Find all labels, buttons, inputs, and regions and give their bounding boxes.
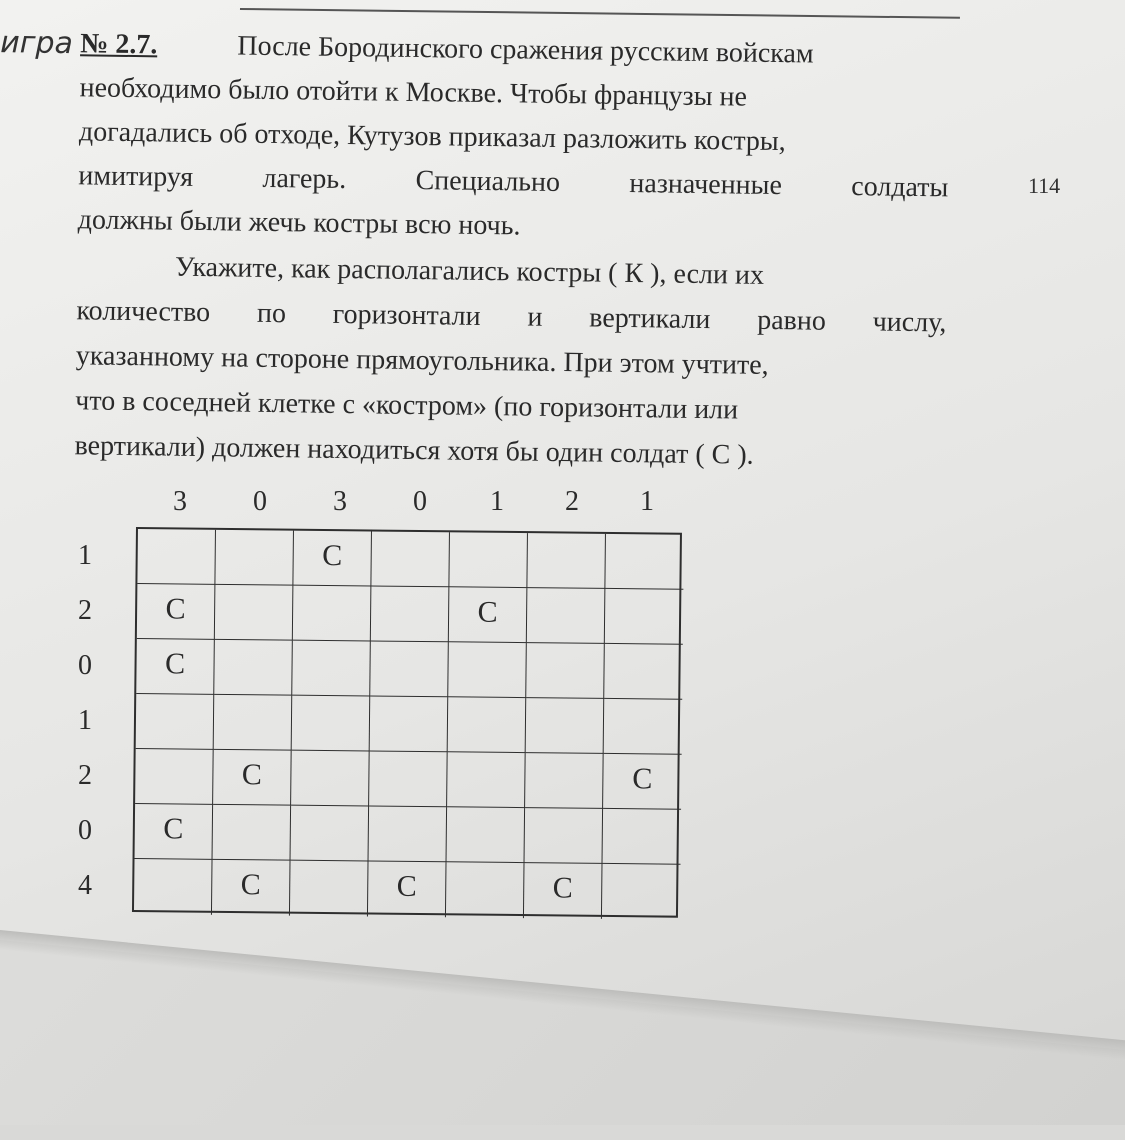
- grid-cell: [370, 696, 449, 752]
- grid-cell: С: [212, 860, 291, 916]
- grid-cell: С: [449, 587, 528, 643]
- grid-cell: [448, 697, 527, 753]
- problem-number: № 2.7.: [80, 28, 158, 61]
- grid-cell: [215, 585, 294, 641]
- grid-cell: [526, 698, 605, 754]
- word: количество: [76, 295, 211, 329]
- grid-cell: [602, 864, 681, 920]
- p2-line1: Укажите, как располагались костры ( К ), если их: [174, 251, 765, 291]
- grid-cell: [135, 749, 214, 805]
- row-count: 1: [78, 540, 92, 571]
- column-count: 1: [640, 486, 654, 517]
- row-count: 4: [78, 870, 92, 901]
- column-count: 3: [173, 486, 187, 517]
- row-count: 0: [78, 650, 92, 681]
- column-count: 0: [413, 486, 427, 517]
- grid-cell: [369, 806, 448, 862]
- grid-cell: [604, 699, 683, 755]
- grid-cell: С: [136, 639, 215, 695]
- grid-cell: [526, 643, 605, 699]
- grid-cell: [371, 586, 450, 642]
- p1-line4: [78, 160, 948, 204]
- grid-cell: [290, 861, 369, 917]
- p2-line4: что в соседней клетке с «костром» (по горизонтали или: [75, 385, 739, 426]
- grid-cell: [291, 806, 370, 862]
- grid-cell: [293, 586, 372, 642]
- grid-cell: [292, 696, 371, 752]
- grid-cell: С: [137, 584, 216, 640]
- problem-line-1: [80, 28, 814, 70]
- grid-cell: С: [368, 861, 447, 917]
- grid-cell: [214, 640, 293, 696]
- grid-cell: [527, 533, 606, 589]
- grid-cell: [605, 534, 684, 590]
- handwritten-note: игра: [0, 25, 74, 62]
- grid-cell: [447, 807, 526, 863]
- grid-cell: [134, 859, 213, 915]
- word: числу,: [872, 306, 947, 339]
- p2-line3: указанному на стороне прямоугольника. При этом учтите,: [75, 340, 769, 381]
- grid-cell: [602, 809, 681, 865]
- puzzle-grid: [132, 527, 682, 918]
- grid-cell: [449, 532, 528, 588]
- word: равно: [757, 304, 827, 337]
- p1-line1: После Бородинского сражения русским войскам: [237, 30, 814, 70]
- column-count: 2: [565, 486, 579, 517]
- grid-cell: С: [603, 754, 682, 810]
- grid-cell: [604, 644, 683, 700]
- grid-cell: С: [524, 863, 603, 919]
- grid-cell: [291, 751, 370, 807]
- grid-cell: [527, 588, 606, 644]
- row-count: 1: [78, 705, 92, 736]
- word: назначенные: [629, 167, 783, 202]
- grid-cell: С: [213, 750, 292, 806]
- grid-cell: [446, 862, 525, 918]
- grid-cell: [447, 752, 526, 808]
- word: имитируя: [78, 160, 194, 193]
- word: лагерь.: [262, 162, 347, 196]
- p1-line3: догадались об отходе, Кутузов приказал разложить костры,: [78, 116, 786, 158]
- p2-line2: [76, 295, 946, 339]
- page-number: 114: [1028, 173, 1061, 198]
- column-count: 3: [333, 486, 347, 517]
- row-count: 2: [78, 595, 92, 626]
- p2-line5: вертикали) должен находиться хотя бы один солдат ( С ).: [74, 430, 754, 471]
- grid-cell: С: [293, 531, 372, 587]
- grid-cell: [370, 641, 449, 697]
- word: Специально: [415, 164, 561, 198]
- grid-cell: [137, 529, 216, 585]
- grid-cell: [213, 805, 292, 861]
- row-count: 0: [78, 815, 92, 846]
- grid-cell: [292, 641, 371, 697]
- grid-cell: [605, 589, 684, 645]
- column-count: 1: [490, 486, 504, 517]
- word: вертикали: [589, 302, 711, 336]
- grid-cell: С: [135, 804, 214, 860]
- p1-line2: необходимо было отойти к Москве. Чтобы французы не: [79, 72, 748, 113]
- word: горизонтали: [332, 298, 481, 332]
- grid-cell: [136, 694, 215, 750]
- column-count: 0: [253, 486, 267, 517]
- grid-cell: [448, 642, 527, 698]
- word: солдаты: [851, 171, 949, 204]
- word: по: [256, 297, 287, 330]
- grid-cell: [371, 531, 450, 587]
- grid-cell: [525, 808, 604, 864]
- word: и: [527, 301, 543, 333]
- grid-cell: [215, 530, 294, 586]
- row-count: 2: [78, 760, 92, 791]
- p1-line5: должны были жечь костры всю ночь.: [77, 204, 521, 242]
- grid-cell: [369, 751, 448, 807]
- grid-cell: [525, 753, 604, 809]
- grid-cell: [214, 695, 293, 751]
